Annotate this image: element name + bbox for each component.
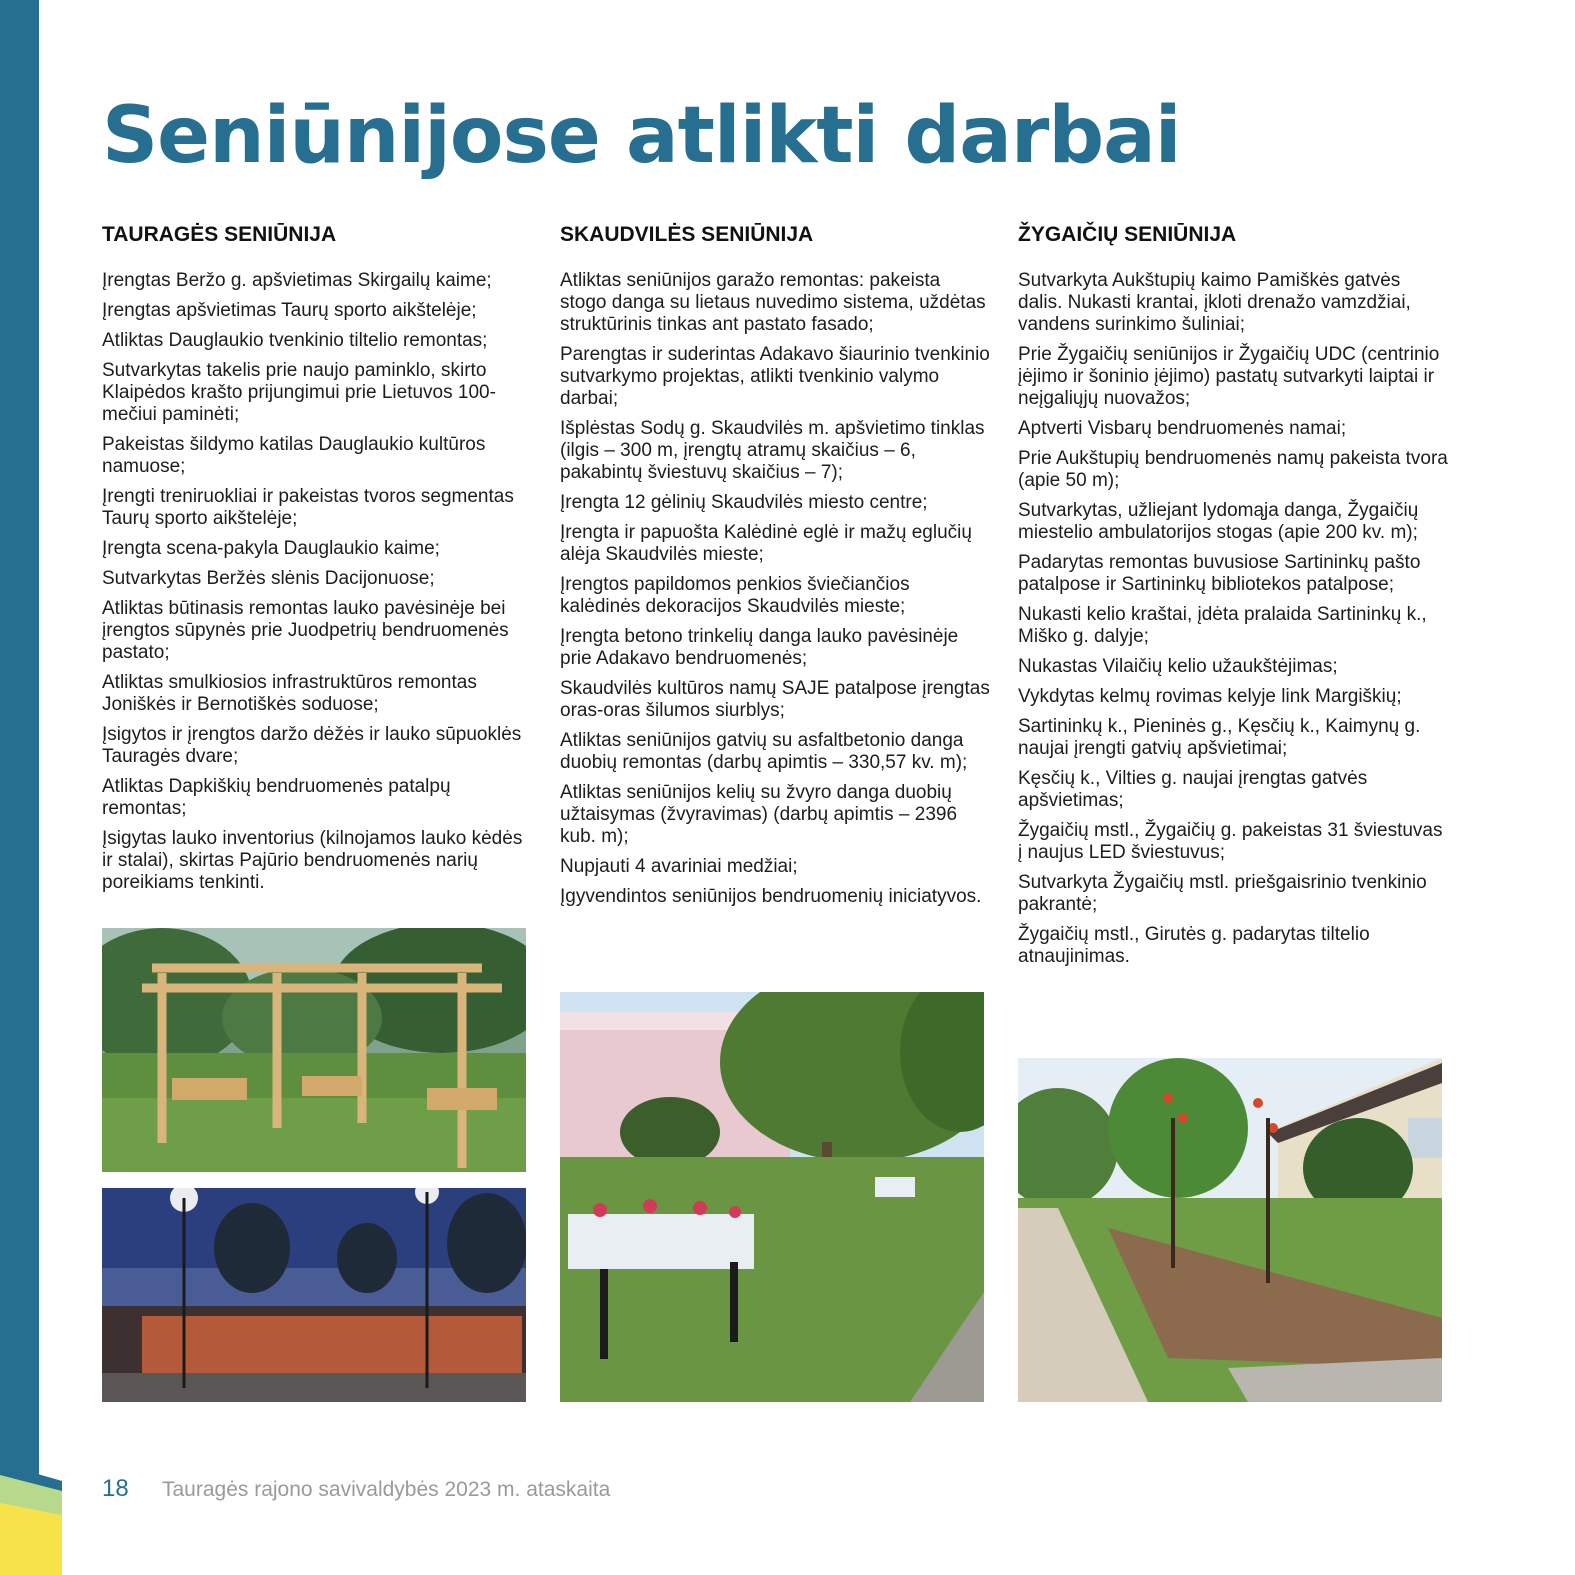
corner-decoration	[0, 1463, 62, 1575]
list-item: Kęsčių k., Vilties g. naujai įrengtas gatvės apšvietimas;	[1018, 768, 1368, 811]
list-item: Sutvarkytas Beržės slėnis Dacijonuose;	[102, 568, 435, 589]
list-item: Sutvarkyta Žygaičių mstl. priešgaisrinio tvenkinio pakrantė;	[1018, 872, 1427, 915]
list-item: Aptverti Visbarų bendruomenės namai;	[1018, 418, 1347, 439]
list-item: Sartininkų k., Pieninės g., Kęsčių k., Kaimynų g. naujai įrengti gatvių apšvietimai;	[1018, 716, 1421, 759]
list-item: Atliktas smulkiosios infrastruktūros remontas Joniškės ir Bernotiškės soduose;	[102, 672, 477, 715]
list-item: Atliktas seniūnijos kelių su žvyro danga duobių užtaisymas (žvyravimas) (darbų apimtis – 2396 kub. m);	[560, 782, 958, 847]
list-item: Sutvarkytas, užliejant lydomąja danga, Žygaičių miestelio ambulatorijos stogas (apie 200 kv. m);	[1018, 500, 1419, 543]
photo-flower-boxes	[560, 992, 984, 1402]
column-skaudviles	[560, 222, 990, 916]
list-item: Padarytas remontas buvusiose Sartininkų pašto patalpose ir Sartininkų bibliotekos patalpose;	[1018, 552, 1421, 595]
work-list	[1018, 270, 1448, 968]
work-list	[102, 270, 532, 894]
list-item: Atliktas Dapkiškių bendruomenės patalpų remontas;	[102, 776, 451, 819]
page-title: Seniūnijose atlikti darbai	[102, 91, 1181, 181]
list-item: Išplėstas Sodų g. Skaudvilės m. apšvietimo tinklas (ilgis – 300 m, įrengtų atramų skaičius – 6, pakabintų šviestuvų skaičius – 7);	[560, 418, 985, 483]
work-list	[560, 270, 990, 908]
side-color-bar	[0, 0, 39, 1575]
column-zygaiciu	[1018, 222, 1448, 976]
list-item: Įsigytos ir įrengtos daržo dėžės ir lauko sūpuoklės Tauragės dvare;	[102, 724, 522, 767]
list-item: Įrengti treniruokliai ir pakeistas tvoros segmentas Taurų sporto aikštelėje;	[102, 486, 514, 529]
list-item: Nukasti kelio kraštai, įdėta pralaida Sartininkų k., Miško g. dalyje;	[1018, 604, 1427, 647]
list-item: Įrengtas Beržo g. apšvietimas Skirgailų kaime;	[102, 270, 492, 291]
photo-sports-court-night	[102, 1188, 526, 1402]
photo-path-trees	[1018, 1058, 1442, 1402]
list-item: Nukastas Vilaičių kelio užaukštėjimas;	[1018, 656, 1338, 677]
photo-swings-pavilion	[102, 928, 526, 1172]
column-heading: TAURAGĖS SENIŪNIJA	[102, 223, 337, 246]
list-item: Sutvarkytas takelis prie naujo paminklo, skirto Klaipėdos krašto prijungimui prie Lietuvos 100-mečiui paminėti;	[102, 360, 496, 425]
list-item: Įrengtos papildomos penkios šviečiančios kalėdinės dekoracijos Skaudvilės mieste;	[560, 574, 910, 617]
list-item: Įrengta betono trinkelių danga lauko pavėsinėje prie Adakavo bendruomenės;	[560, 626, 959, 669]
list-item: Parengtas ir suderintas Adakavo šiaurinio tvenkinio sutvarkymo projektas, atlikti tvenkinio valymo darbai;	[560, 344, 990, 409]
list-item: Žygaičių mstl., Girutės g. padarytas tiltelio atnaujinimas.	[1018, 924, 1370, 967]
list-item: Įrengta 12 gėlinių Skaudvilės miesto centre;	[560, 492, 928, 513]
list-item: Vykdytas kelmų rovimas kelyje link Margiškių;	[1018, 686, 1402, 707]
list-item: Įrengta ir papuošta Kalėdinė eglė ir mažų eglučių alėja Skaudvilės mieste;	[560, 522, 972, 565]
list-item: Atliktas seniūnijos garažo remontas: pakeista stogo danga su lietaus nuvedimo sistema, uždėtas struktūrinis tinkas ant pastato fasado;	[560, 270, 986, 335]
page-number: 18	[102, 1475, 129, 1502]
list-item: Sutvarkyta Aukštupių kaimo Pamiškės gatvės dalis. Nukasti krantai, įkloti drenažo vamzdžiai, vandens surinkimo šuliniai;	[1018, 270, 1411, 335]
list-item: Įrengta scena-pakyla Dauglaukio kaime;	[102, 538, 440, 559]
list-item: Prie Žygaičių seniūnijos ir Žygaičių UDC (centrinio įėjimo ir šoninio įėjimo) pastatų sutvarkyti laiptai ir neįgaliųjų nuovažos;	[1018, 344, 1440, 409]
list-item: Žygaičių mstl., Žygaičių g. pakeistas 31 šviestuvas į naujus LED šviestuvus;	[1018, 820, 1443, 863]
list-item: Atliktas būtinasis remontas lauko pavėsinėje bei įrengtos sūpynės prie Juodpetrių bendruomenės pastato;	[102, 598, 509, 663]
list-item: Nupjauti 4 avariniai medžiai;	[560, 856, 798, 877]
list-item: Atliktas seniūnijos gatvių su asfaltbetonio danga duobių remontas (darbų apimtis – 330,57 kv. m);	[560, 730, 968, 773]
column-heading: ŽYGAIČIŲ SENIŪNIJA	[1018, 223, 1237, 246]
list-item: Pakeistas šildymo katilas Dauglaukio kultūros namuose;	[102, 434, 486, 477]
footer-report-title: Tauragės rajono savivaldybės 2023 m. ataskaita	[162, 1478, 611, 1501]
column-heading: SKAUDVILĖS SENIŪNIJA	[560, 223, 814, 246]
list-item: Įsigytas lauko inventorius (kilnojamos lauko kėdės ir stalai), skirtas Pajūrio bendruomenės narių poreikiams tenkinti.	[102, 828, 523, 893]
list-item: Įgyvendintos seniūnijos bendruomenių iniciatyvos.	[560, 886, 982, 907]
column-taurages	[102, 222, 532, 902]
list-item: Įrengtas apšvietimas Taurų sporto aikštelėje;	[102, 300, 477, 321]
list-item: Atliktas Dauglaukio tvenkinio tiltelio remontas;	[102, 330, 488, 351]
list-item: Prie Aukštupių bendruomenės namų pakeista tvora (apie 50 m);	[1018, 448, 1448, 491]
list-item: Skaudvilės kultūros namų SAJE patalpose įrengtas oras-oras šilumos siurblys;	[560, 678, 990, 721]
